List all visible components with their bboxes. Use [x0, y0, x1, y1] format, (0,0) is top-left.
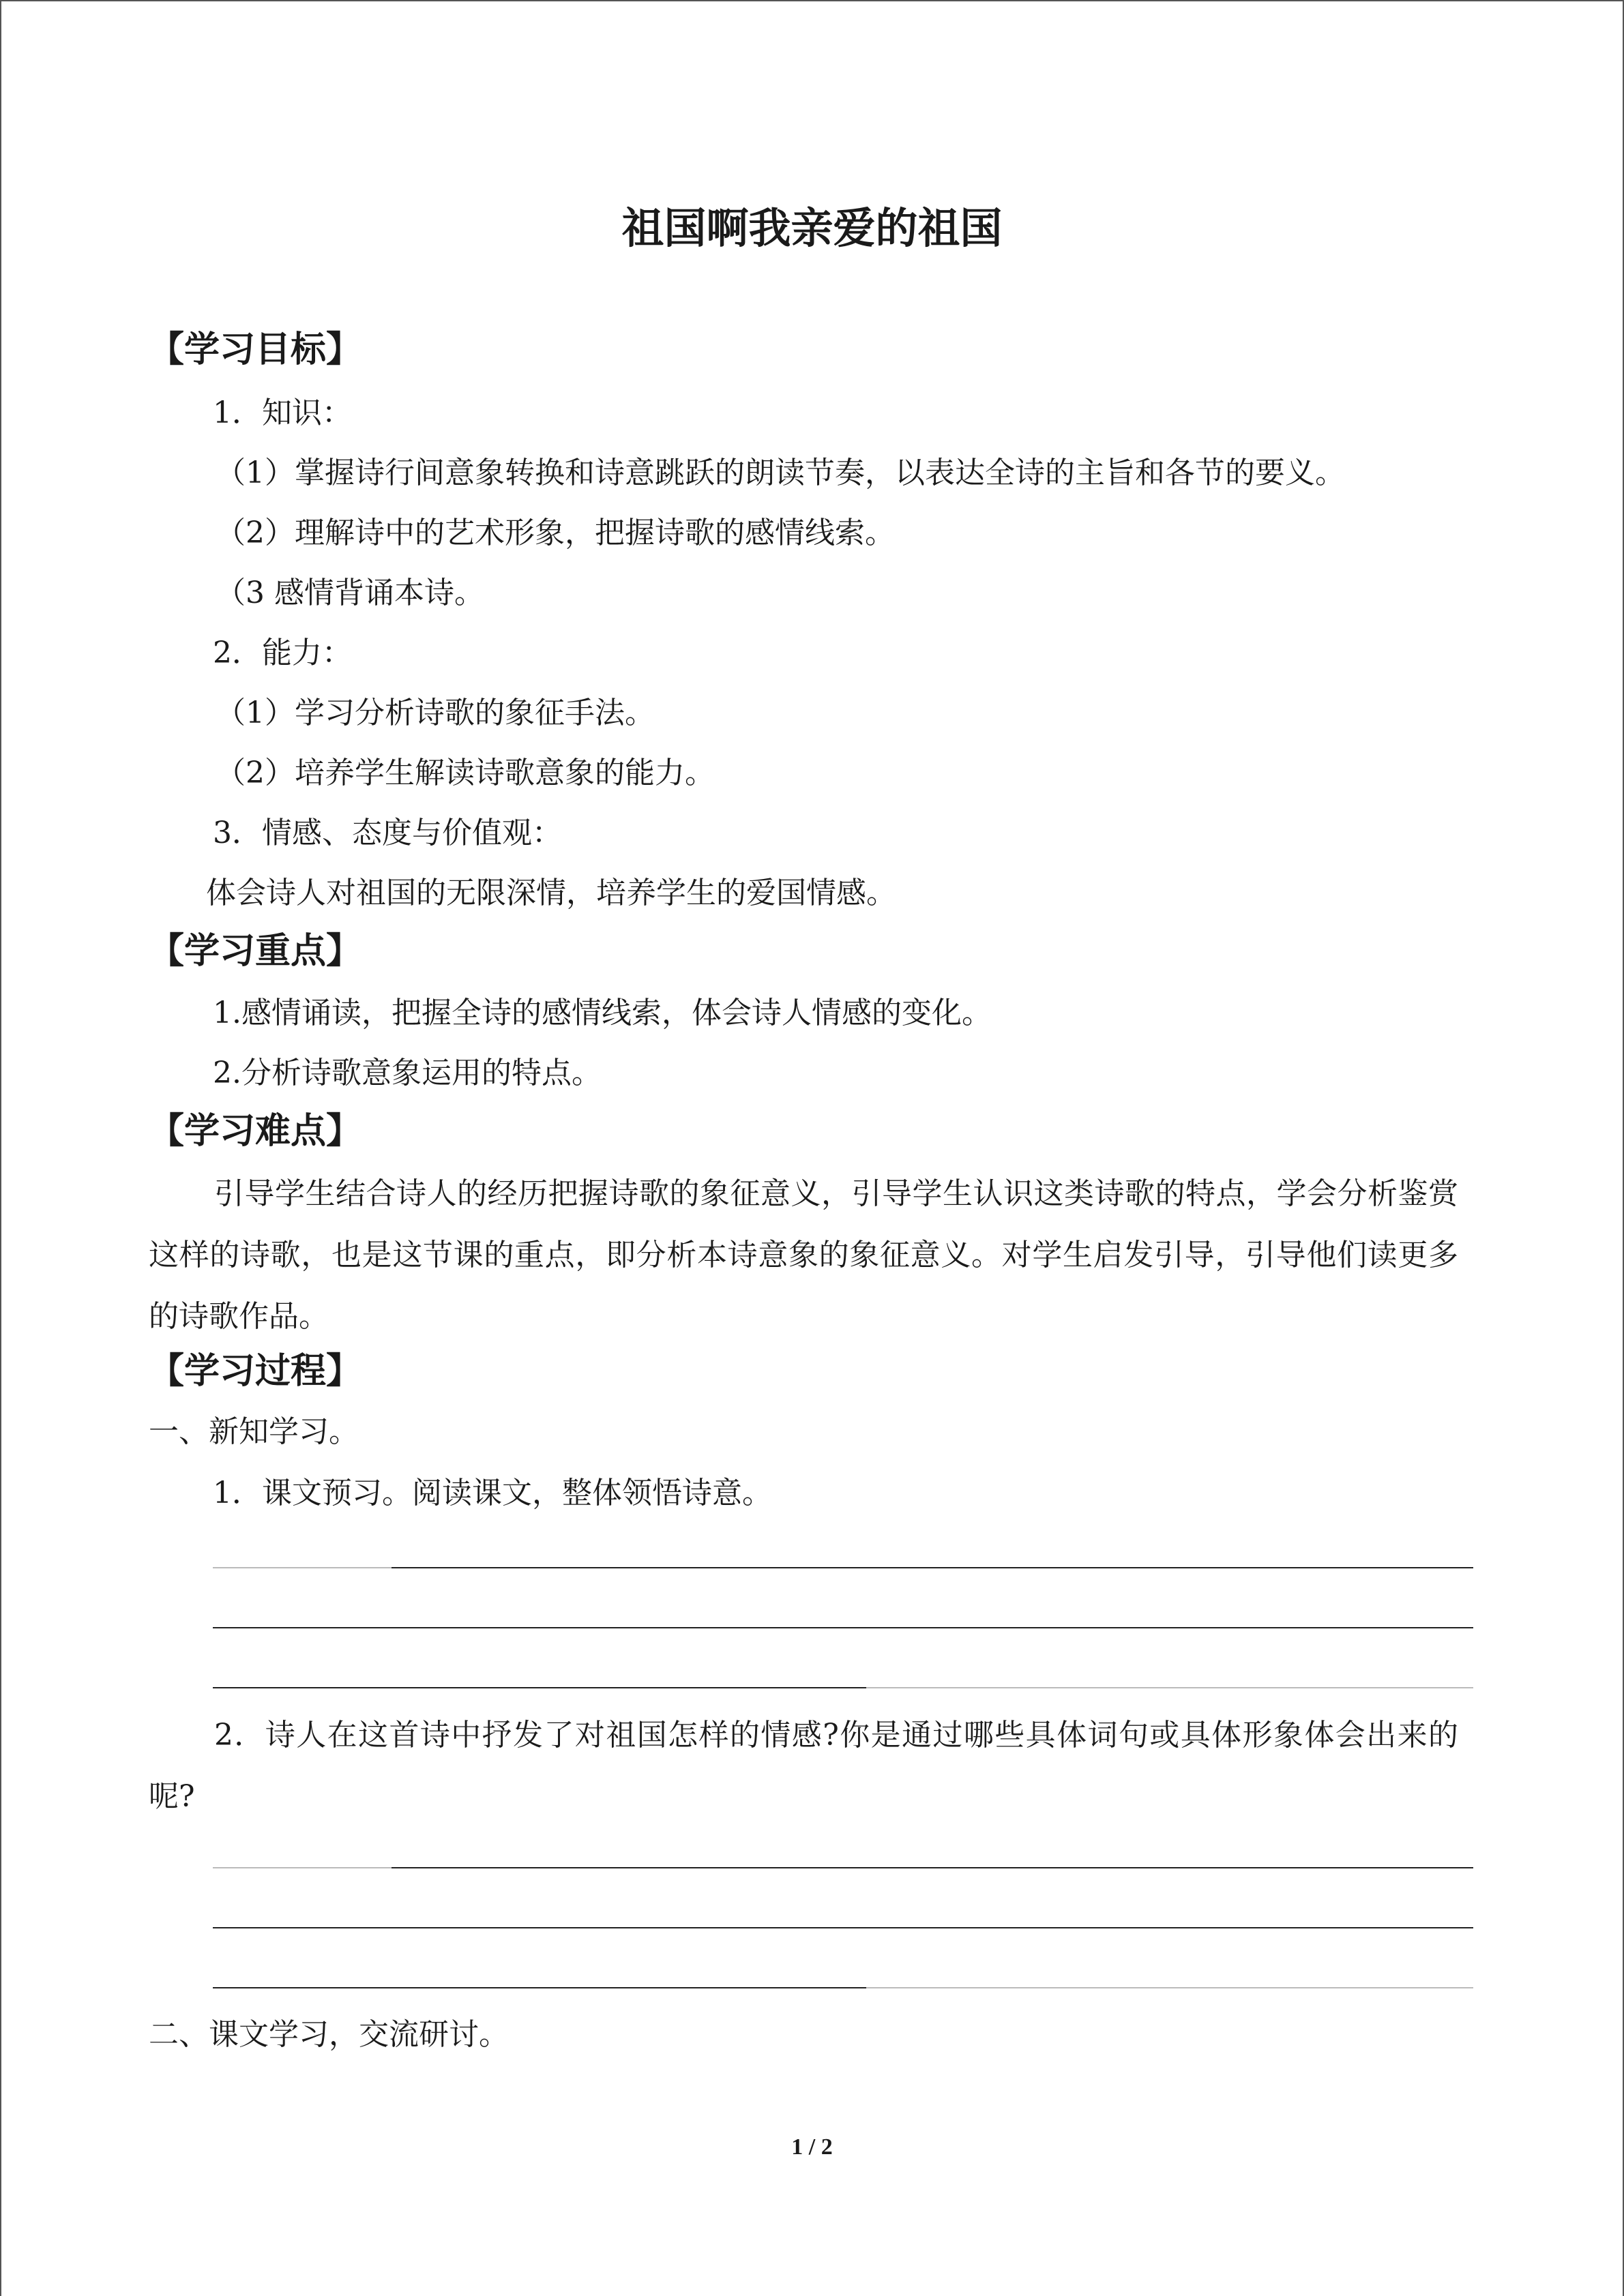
answer-line[interactable]: [213, 1567, 1473, 1568]
goals-item1-label: 1．知识：: [213, 396, 352, 430]
process-part1-title: 一、新知学习。: [149, 1414, 359, 1449]
page-number: 1 / 2: [791, 2134, 833, 2160]
process-heading: 【学习过程】: [149, 1351, 362, 1392]
goals-item3-label: 3．情感、态度与价值观：: [213, 816, 562, 850]
page-border-top: [0, 0, 1624, 1]
difficulties-heading: 【学习难点】: [149, 1111, 362, 1152]
answer-line[interactable]: [213, 1987, 1473, 1988]
goals-item2-label: 2．能力：: [213, 636, 352, 670]
page-border-left: [0, 0, 1, 2296]
process-question-2: 2．诗人在这首诗中抒发了对祖国怎样的情感?你是通过哪些具体词句或具体形象体会出来的呢?: [149, 1718, 1458, 1814]
goals-item2-sub2: （2）培养学生解读诗歌意象的能力。: [216, 756, 715, 790]
key-points-item2: 2.分析诗歌意象运用的特点。: [213, 1056, 602, 1090]
answer-line[interactable]: [213, 1687, 1473, 1688]
answer-line[interactable]: [213, 1867, 1473, 1868]
difficulties-paragraph: 引导学生结合诗人的经历把握诗歌的象征意义，引导学生认识这类诗歌的特点，学会分析鉴赏这样的诗歌，也是这节课的重点，即分析本诗意象的象征意义。对学生启发引导，引导他们读更多的诗歌作品。: [149, 1176, 1458, 1334]
goals-item1-sub2: （2）理解诗中的艺术形象，把握诗歌的感情线索。: [216, 516, 895, 550]
goals-item1-sub1: （1）掌握诗行间意象转换和诗意跳跃的朗读节奏，以表达全诗的主旨和各节的要义。: [216, 456, 1345, 490]
process-part2-title: 二、课文学习，交流研讨。: [149, 2017, 509, 2052]
process-question-1: 1．课文预习。阅读课文，整体领悟诗意。: [213, 1476, 772, 1510]
answer-line[interactable]: [213, 1627, 1473, 1628]
key-points-heading: 【学习重点】: [149, 931, 362, 972]
goals-item3-text: 体会诗人对祖国的无限深情，培养学生的爱国情感。: [206, 876, 896, 910]
page-title: 祖国啊我亲爱的祖国: [621, 203, 1003, 253]
key-points-item1: 1.感情诵读，把握全诗的感情线索，体会诗人情感的变化。: [213, 996, 992, 1030]
goals-item2-sub1: （1）学习分析诗歌的象征手法。: [216, 696, 655, 730]
goals-item1-sub3: （3 感情背诵本诗。: [216, 576, 484, 610]
answer-line[interactable]: [213, 1927, 1473, 1928]
goals-heading: 【学习目标】: [149, 329, 362, 370]
